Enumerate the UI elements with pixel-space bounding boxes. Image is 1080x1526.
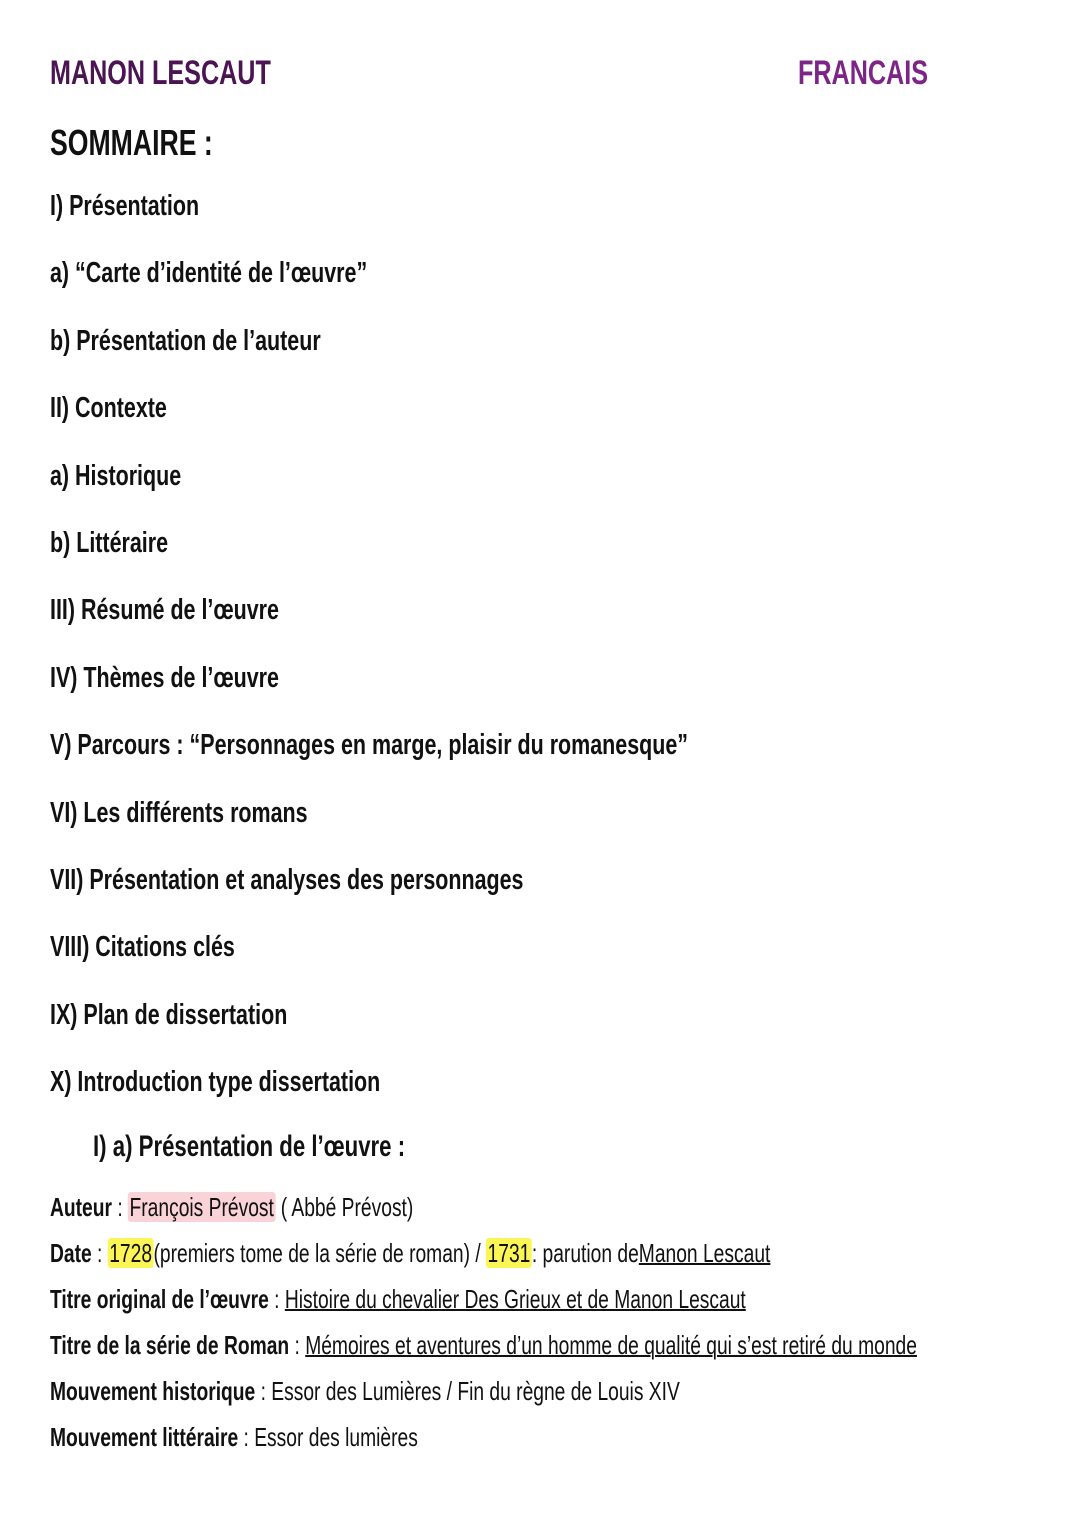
toc-item: b) Présentation de l’auteur (50, 324, 321, 357)
date-first-note: (premiers tome de la série de roman) / (153, 1238, 481, 1268)
literary-movement-line: Mouvement littéraire : Essor des lumières (50, 1422, 418, 1452)
author-extra: ( Abbé Prévost) (280, 1192, 414, 1222)
document-title: MANON LESCAUT (50, 54, 271, 92)
literary-movement-label: Mouvement littéraire (50, 1422, 239, 1452)
historical-movement-line: Mouvement historique : Essor des Lumières / Fin du règne de Louis XIV (50, 1376, 680, 1406)
toc-item: b) Littéraire (50, 527, 169, 559)
date-second-note: : parution de (531, 1238, 639, 1268)
toc-item: a) “Carte d’identité de l’œuvre” (50, 257, 368, 290)
historical-movement-value: Essor des Lumières / Fin du règne de Louis XIV (271, 1376, 680, 1406)
subject-label: FRANCAIS (798, 54, 928, 92)
toc-item: VII) Présentation et analyses des personnages (50, 864, 524, 896)
literary-movement-value: Essor des lumières (254, 1422, 418, 1452)
author-value: François Prévost (129, 1192, 274, 1222)
author-line: Auteur : François Prévost ( Abbé Prévost) (50, 1192, 414, 1222)
work-title: Manon Lescaut (638, 1238, 771, 1268)
summary-heading: SOMMAIRE : (50, 122, 213, 163)
toc-item: VIII) Citations clés (50, 931, 235, 964)
date-label: Date (50, 1238, 92, 1268)
toc-item: a) Historique (50, 459, 182, 492)
author-label: Auteur (50, 1192, 112, 1222)
date-second: 1731 (487, 1238, 531, 1268)
date-line: Date : 1728(premiers tome de la série de roman) / 1731: parution deManon Lescaut (50, 1238, 771, 1268)
toc-item: II) Contexte (50, 392, 167, 425)
section-heading: I) a) Présentation de l’œuvre : (93, 1130, 406, 1163)
series-title-value: Mémoires et aventures d’un homme de qualité qui s’est retiré du monde (305, 1330, 917, 1360)
toc-item: V) Parcours : “Personnages en marge, plaisir du romanesque” (50, 729, 689, 762)
original-title-value: Histoire du chevalier Des Grieux et de Manon Lescaut (284, 1284, 746, 1314)
toc-item: I) Présentation (50, 190, 200, 222)
original-title-line: Titre original de l’œuvre : Histoire du chevalier Des Grieux et de Manon Lescaut (50, 1284, 746, 1314)
toc-item: III) Résumé de l’œuvre (50, 594, 279, 627)
original-title-label: Titre original de l’œuvre (50, 1284, 269, 1314)
toc-item: IV) Thèmes de l’œuvre (50, 661, 279, 694)
series-title-line: Titre de la série de Roman : Mémoires et aventures d’un homme de qualité qui s’est retiré du monde (50, 1330, 917, 1360)
date-first: 1728 (109, 1238, 153, 1268)
toc-item: VI) Les différents romans (50, 796, 308, 829)
historical-movement-label: Mouvement historique (50, 1376, 256, 1406)
toc-item: X) Introduction type dissertation (50, 1066, 381, 1099)
series-title-label: Titre de la série de Roman (50, 1330, 290, 1360)
toc-item: IX) Plan de dissertation (50, 998, 288, 1031)
